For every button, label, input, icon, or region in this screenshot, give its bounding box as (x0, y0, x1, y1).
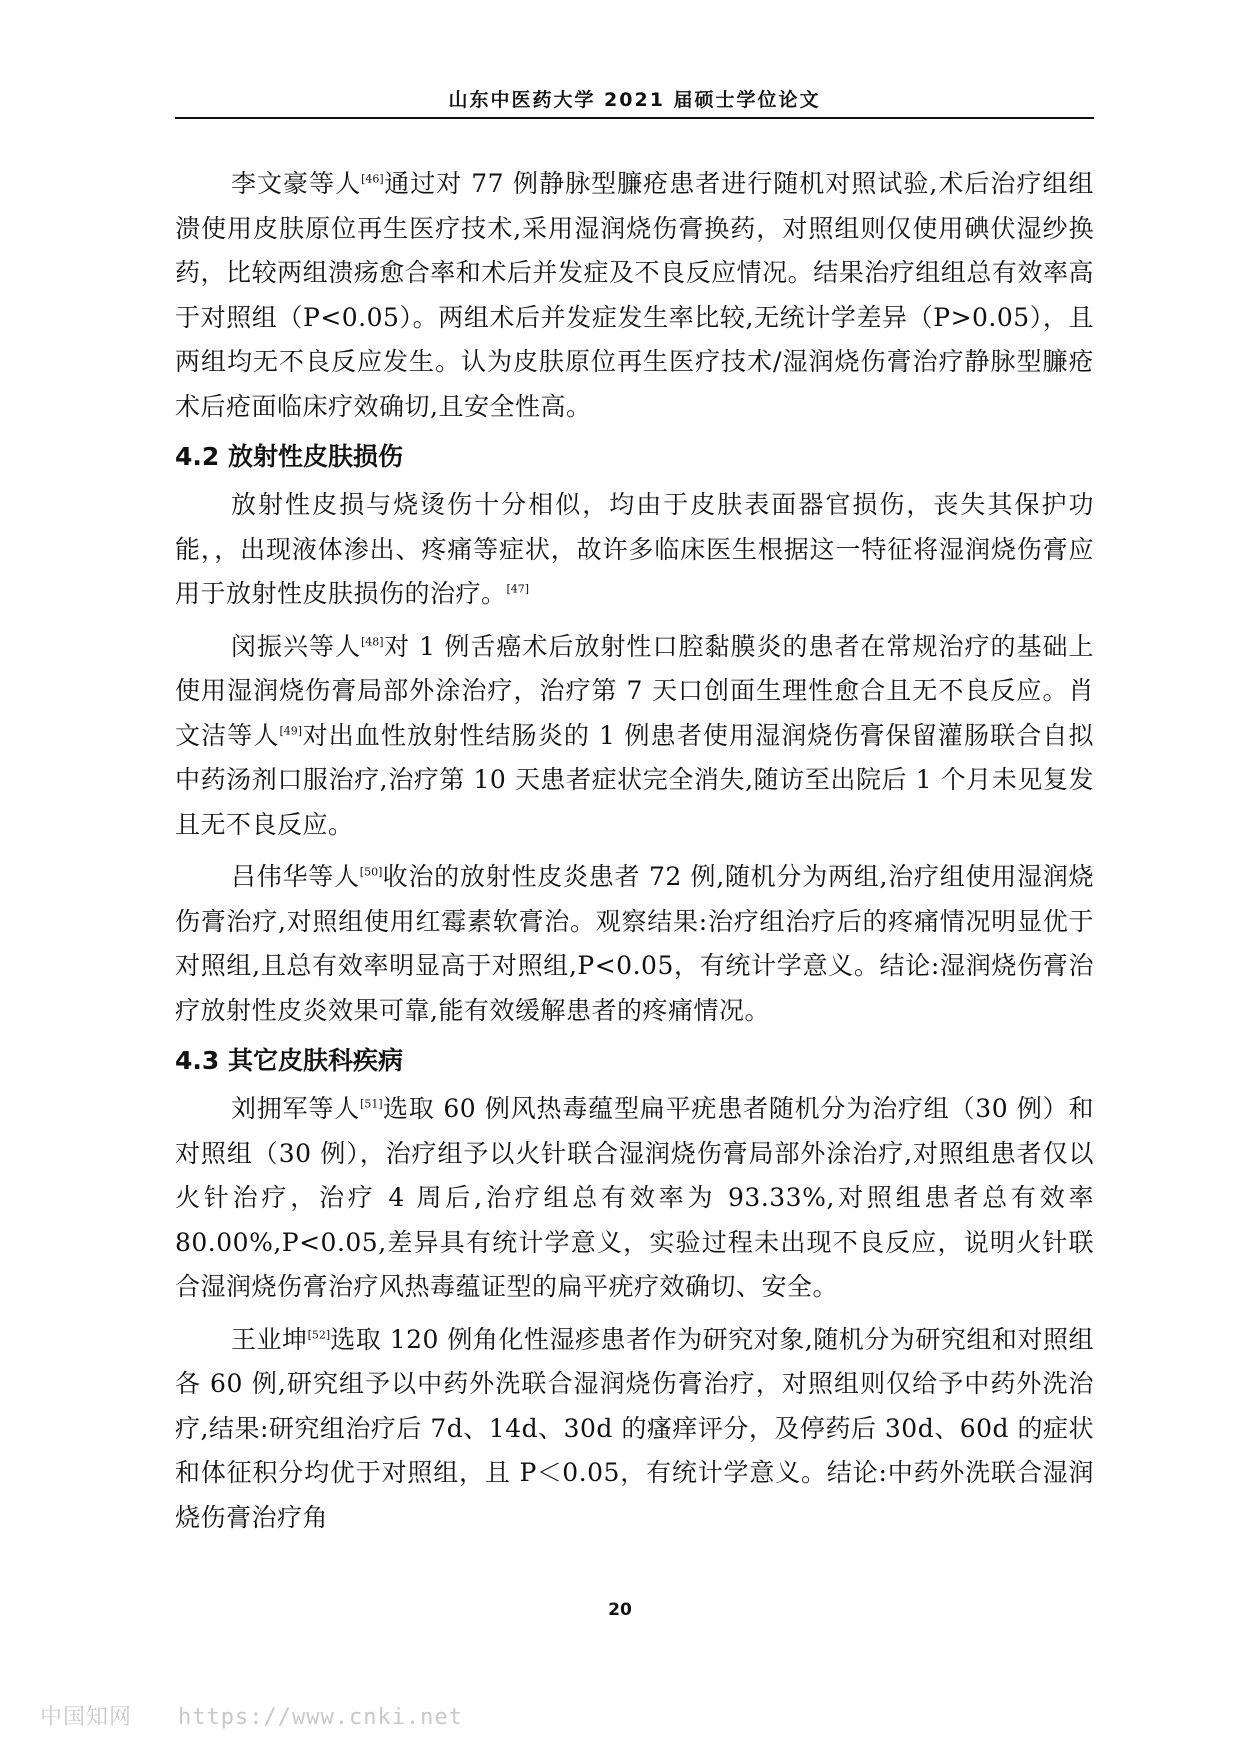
paragraph-text: 王业坤 (231, 1324, 308, 1354)
paragraph-text: 通过对 77 例静脉型臁疮患者进行随机对照试验,术后治疗组组溃使用皮肤原位再生医疗技术,采用湿润烧伤膏换药，对照组则仅使用碘伏湿纱换药，比较两组溃疡愈合率和术后并发症及不良反应情况。结果治疗组组总有效率高于对照组（P<0.05）。两组术后并发症发生率比较,无统计学差异（P>0.05），且两组均无不良反应发生。认为皮肤原位再生医疗技术/湿润烧伤膏治疗静脉型臁疮术后疮面临床疗效确切,且安全性高。 (175, 169, 1094, 421)
paragraph (175, 625, 1094, 848)
paragraph-text: 选取 60 例风热毒蕴型扁平疣患者随机分为治疗组（30 例）和对照组（30 例），治疗组予以火针联合湿润烧伤膏局部外涂治疗,对照组患者仅以火针治疗，治疗 4 周后,治疗组总有效率为 93.33%,对照组患者总有效率 80.00%,P<0.05,差异具有统计学意义，实验过程未出现不良反应，说明火针联合湿润烧伤膏治疗风热毒蕴证型的扁平疣疗效确切、安全。 (175, 1094, 1094, 1301)
citation-ref[interactable]: [48] (361, 635, 384, 649)
paragraph-text: 李文豪等人 (231, 169, 362, 198)
paragraph-text: 对出血性放射性结肠炎的 1 例患者使用湿润烧伤膏保留灌肠联合自拟中药汤剂口服治疗,治疗第 10 天患者症状完全消失,随访至出院后 1 个月未见复发且无不良反应。 (175, 720, 1094, 839)
citation-ref[interactable]: [50] (359, 865, 383, 879)
citation-ref[interactable]: [52] (307, 1328, 331, 1342)
citation-ref[interactable]: [51] (360, 1097, 383, 1111)
paragraph (175, 162, 1094, 429)
paragraph (175, 483, 1094, 617)
paragraph-text: 刘拥军等人 (231, 1094, 361, 1123)
cnki-watermark (40, 1700, 463, 1731)
running-header-title: 山东中医药大学 2021 届硕士学位论文 (448, 89, 821, 111)
page-number: 20 (608, 1600, 632, 1620)
paragraph-text: 吕伟华等人 (231, 862, 360, 891)
paragraph-text: 收治的放射性皮炎患者 72 例,随机分为两组,治疗组使用湿润烧伤膏治疗,对照组使用红霉素软膏治。观察结果:治疗组治疗后的疼痛情况明显优于对照组,且总有效率明显高于对照组,P<0.05，有统计学意义。结论:湿润烧伤膏治疗放射性皮炎效果可靠,能有效缓解患者的疼痛情况。 (175, 862, 1094, 1025)
citation-ref[interactable]: [49] (279, 724, 303, 738)
citation-ref[interactable]: [47] (506, 582, 530, 596)
running-header (175, 85, 1094, 119)
paragraph-text: 闵振兴等人 (231, 631, 362, 661)
paragraph-text: 放射性皮损与烧烫伤十分相似，均由于皮肤表面器官损伤，丧失其保护功能，，出现液体渗出、疼痛等症状，故许多临床医生根据这一特征将湿润烧伤膏应用于放射性皮肤损伤的治疗。 (175, 490, 1094, 608)
paragraph (175, 855, 1094, 1033)
paragraph-text: 对 1 例舌癌术后放射性口腔黏膜炎的患者在常规治疗的基础上使用湿润烧伤膏局部外涂治疗，治疗第 7 天口创面生理性愈合且无不良反应。肖文洁等人 (175, 631, 1094, 750)
section-heading: 4.2 放射性皮肤损伤 (175, 442, 403, 471)
paragraph (175, 1087, 1094, 1310)
watermark-brand: 中国知网 (40, 1705, 133, 1730)
section-heading: 4.3 其它皮肤科疾病 (175, 1046, 403, 1075)
watermark-url: https://www.cnki.net (178, 1705, 463, 1730)
main-text (175, 162, 1094, 1540)
paragraph (175, 1318, 1094, 1541)
paragraph-text: 选取 120 例角化性湿疹患者作为研究对象,随机分为研究组和对照组各 60 例,研究组予以中药外洗联合湿润烧伤膏治疗，对照组则仅给予中药外洗治疗,结果:研究组治疗后 7d、14d、30d 的瘙痒评分，及停药后 30d、60d 的症状和体征积分均优于对照组，且 P＜0.05，有统计学意义。结论:中药外洗联合湿润烧伤膏治疗角 (175, 1324, 1094, 1532)
citation-ref[interactable]: [46] (361, 172, 384, 186)
